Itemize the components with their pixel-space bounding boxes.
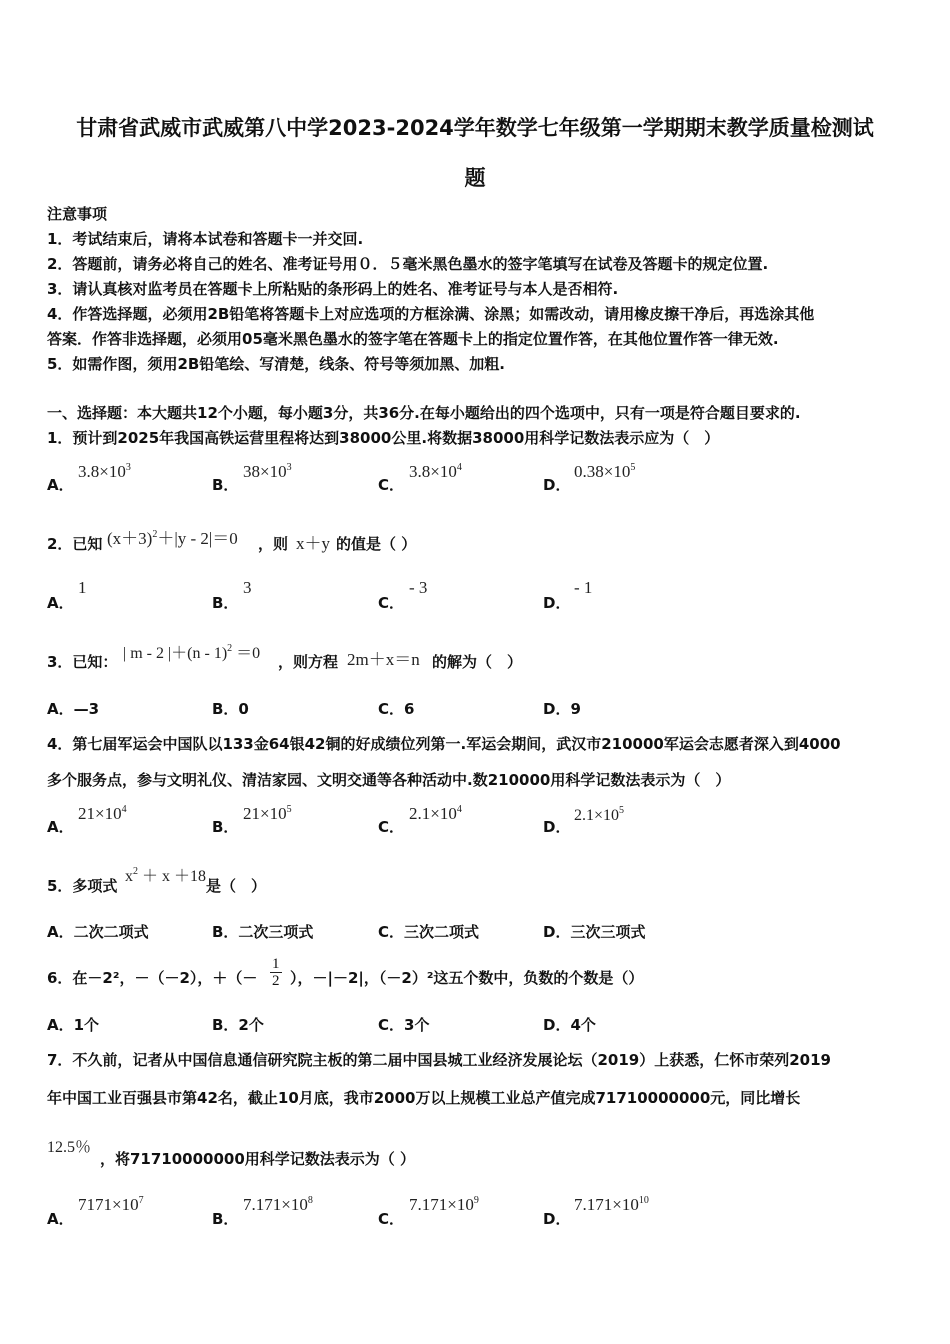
q6-suffix: ），－|－2|，（－2）²这五个数中，负数的个数是（） <box>290 969 644 987</box>
question-6-prefix: 6．在－2²，－（－2），＋（－ <box>47 969 258 987</box>
q5-suffix: 是（ ） <box>206 877 267 895</box>
q2-option-c-value: - 3 <box>409 578 428 597</box>
notice-item: 1．考试结束后，请将本试卷和答题卡一并交回. <box>47 230 364 248</box>
q4-option-c-value: $2.1\times 10^4$ <box>409 804 462 823</box>
q1-option-a-label: A． <box>47 476 74 494</box>
q7-option-c-value: $7.171\times 10^9$ <box>409 1195 479 1214</box>
q2-option-d-value: - 1 <box>574 578 593 597</box>
q6-option-b: B．2个 <box>212 1016 264 1034</box>
page-title: 甘肃省武威市武威第八中学2023-2024学年数学七年级第一学期期末教学质量检测试 <box>76 116 874 140</box>
page-title-continued: 题 <box>464 166 486 190</box>
q2-option-c-label: C． <box>378 594 405 612</box>
question-4-stem: 4．第七届军运会中国队以133金64银42铜的好成绩位列第一.军运会期间，武汉市210000军运会志愿者深入到4000 <box>47 735 841 753</box>
q6-fraction <box>270 956 282 989</box>
q7-option-b-value: $7.171\times 10^8$ <box>243 1195 313 1214</box>
q5-option-b: B．二次三项式 <box>212 923 314 941</box>
q2-option-a-label: A． <box>47 594 74 612</box>
question-2-prefix: 2．已知 <box>47 535 103 553</box>
q1-option-d-value: $0.38\times 10^5$ <box>574 462 636 481</box>
q2-option-d-label: D． <box>543 594 571 612</box>
question-5-prefix: 5．多项式 <box>47 877 118 895</box>
q3-equation: | m - 2 |＋(n - 1)$^2$ ＝0 <box>123 643 261 662</box>
q2-option-a-value: 1 <box>78 578 87 597</box>
q6-option-c: C．3个 <box>378 1016 430 1034</box>
q2-equation: $(x+3)^2+|y - 2|=0$ <box>107 529 238 548</box>
q4-option-d-value: $2.1\times 10^5$ <box>574 805 625 824</box>
question-1-stem: 1．预计到2025年我国高铁运营里程将达到38000公里.将数据38000用科学记数法表示应为（ ） <box>47 429 720 447</box>
q7-option-b-label: B． <box>212 1210 239 1228</box>
q7-option-d-label: D． <box>543 1210 571 1228</box>
question-4-stem-continued: 多个服务点，参与文明礼仪、清洁家园、文明交通等各种活动中.数210000用科学记数法表示为（ ） <box>47 771 731 789</box>
q1-option-b-label: B． <box>212 476 239 494</box>
q1-option-d-label: D． <box>543 476 571 494</box>
q1-option-a-value: $3.8\times 10^3$ <box>78 462 131 481</box>
q7-option-d-value: $7.171\times 10^{10}$ <box>574 1195 649 1214</box>
q4-option-d-label: D． <box>543 818 571 836</box>
question-7-stem-continued: 年中国工业百强县市第42名，截止10月底，我市2000万以上规模工业总产值完成71710000000元，同比增长 <box>47 1089 801 1107</box>
question-3-prefix: 3．已知： <box>47 653 118 671</box>
q7-option-a-value: $7171\times 10^7$ <box>78 1195 144 1214</box>
notice-item: 答案．作答非选择题，必须用05毫米黑色墨水的签字笔在答题卡上的指定位置作答，在其他位置作答一律无效. <box>47 330 779 348</box>
q2-option-b-value: 3 <box>243 578 252 597</box>
q2-option-b-label: B． <box>212 594 239 612</box>
q1-option-c-value: $3.8\times 10^4$ <box>409 462 462 481</box>
q3-option-a: A．—3 <box>47 700 100 718</box>
q7-option-c-label: C． <box>378 1210 405 1228</box>
notice-heading: 注意事项 <box>47 205 108 223</box>
q2-suffix: 的值是（ ） <box>336 535 417 553</box>
q6-fraction-numerator: 1 <box>272 956 280 972</box>
q7-percentage: 12.5％ <box>47 1139 92 1156</box>
q6-option-d: D．4个 <box>543 1016 596 1034</box>
q5-option-a: A．二次二项式 <box>47 923 149 941</box>
notice-item: 3．请认真核对监考员在答题卡上所粘贴的条形码上的姓名、准考证号与本人是否相符. <box>47 280 619 298</box>
q4-option-c-label: C． <box>378 818 405 836</box>
q5-option-c: C．三次二项式 <box>378 923 480 941</box>
question-7-stem: 7．不久前，记者从中国信息通信研究院主板的第二届中国县城工业经济发展论坛（2019）上获悉，仁怀市荣列2019 <box>47 1051 831 1069</box>
q3-option-b: B．0 <box>212 700 249 718</box>
q5-option-d: D．三次三项式 <box>543 923 646 941</box>
notice-item: 4．作答选择题，必须用2B铅笔将答题卡上对应选项的方框涂满、涂黑；如需改动，请用橡皮擦干净后，再选涂其他 <box>47 305 815 323</box>
q7-option-a-label: A． <box>47 1210 74 1228</box>
q1-option-b-value: $38\times 10^3$ <box>243 462 292 481</box>
q4-option-a-label: A． <box>47 818 74 836</box>
q2-expression: x＋y <box>296 534 330 553</box>
q2-mid-text: ，则 <box>258 535 289 553</box>
question-7-stem-end: ，将71710000000用科学记数法表示为（ ） <box>100 1150 416 1168</box>
q3-option-c: C．6 <box>378 700 415 718</box>
q4-option-b-label: B． <box>212 818 239 836</box>
section-heading: 一、选择题：本大题共12个小题，每小题3分，共36分.在每小题给出的四个选项中，只有一项是符合题目要求的. <box>47 404 801 422</box>
q1-option-c-label: C． <box>378 476 405 494</box>
q6-option-a: A．1个 <box>47 1016 100 1034</box>
q3-suffix: 的解为（ ） <box>432 653 523 671</box>
q4-option-a-value: $21\times 10^4$ <box>78 804 127 823</box>
q3-option-d: D．9 <box>543 700 581 718</box>
q4-option-b-value: $21\times 10^5$ <box>243 804 292 823</box>
q6-fraction-denominator: 2 <box>272 973 280 989</box>
q5-polynomial: $x^2 + x +18$ <box>125 866 207 885</box>
notice-item: 2．答题前，请务必将自己的姓名、准考证号用０．５毫米黑色墨水的签字笔填写在试卷及答题卡的规定位置. <box>47 255 769 273</box>
q3-equation-2: 2m＋x＝n <box>347 650 420 669</box>
notice-item: 5．如需作图，须用2B铅笔绘、写清楚，线条、符号等须加黑、加粗. <box>47 355 506 373</box>
q3-mid-text: ，则方程 <box>278 653 339 671</box>
